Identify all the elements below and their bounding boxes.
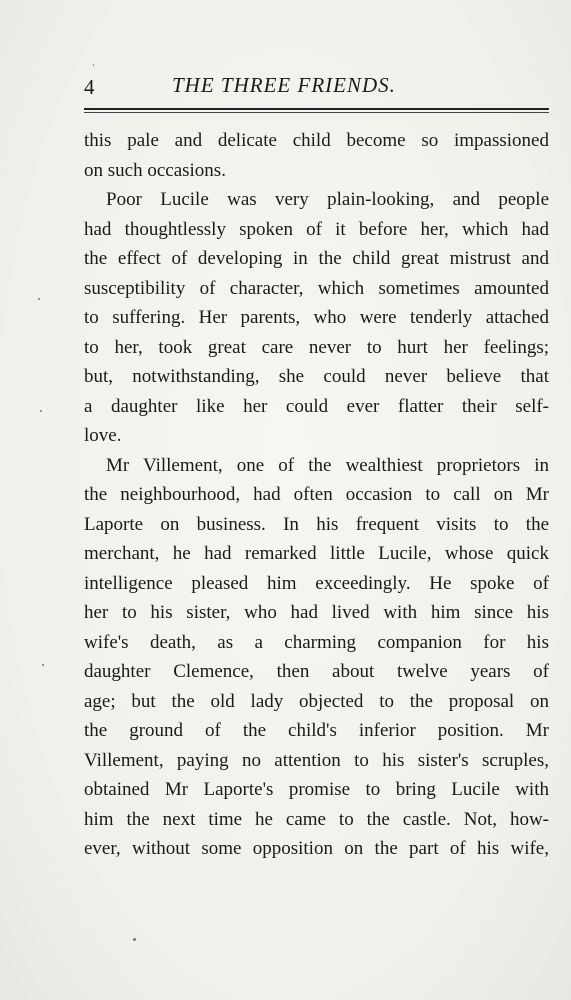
header-rule-thin	[84, 112, 549, 113]
text-line: wife's death, as a charming companion for his	[84, 631, 549, 653]
text-line: love.	[84, 425, 122, 446]
text-line: merchant, he had remarked little Lucile, whose quick	[84, 543, 549, 564]
text-line: Laporte on business. In his frequent visits to the	[84, 513, 549, 535]
text-line: susceptibility of character, which sometimes amounted	[84, 277, 549, 299]
body-text	[84, 126, 549, 864]
text-line: a daughter like her could ever flatter their self-	[84, 395, 549, 417]
header-rule	[84, 108, 549, 110]
text-line: Poor Lucile was very plain-looking, and people	[106, 189, 549, 210]
text-line: daughter Clemence, then about twelve years of	[84, 661, 549, 682]
text-line: to suffering. Her parents, who were tenderly attached	[84, 307, 549, 328]
scan-speck	[133, 938, 136, 941]
scan-speck	[40, 410, 42, 412]
text-line: age; but the old lady objected to the proposal on	[84, 690, 549, 712]
scan-speck	[38, 298, 40, 300]
text-line: intelligence pleased him exceedingly. He spoke of	[84, 572, 549, 594]
text-line: this pale and delicate child become so impassioned	[84, 130, 549, 151]
text-line: but, notwithstanding, she could never believe that	[84, 366, 549, 387]
running-title: THE THREE FRIENDS.	[172, 73, 396, 97]
text-line: on such occasions.	[84, 159, 226, 181]
scan-speck	[93, 64, 94, 66]
text-line: the neighbourhood, had often occasion to call on Mr	[84, 484, 549, 505]
text-line: the ground of the child's inferior position. Mr	[84, 720, 549, 741]
text-line: the effect of developing in the child great mistrust and	[84, 248, 549, 269]
text-line: him the next time he came to the castle. Not, how-	[84, 808, 549, 830]
text-line: obtained Mr Laporte's promise to bring Lucile with	[84, 779, 549, 800]
text-line: ever, without some opposition on the part of his wife,	[84, 838, 549, 859]
scan-speck	[42, 664, 44, 666]
text-line: had thoughtlessly spoken of it before her, which had	[84, 218, 549, 240]
text-line: Villement, paying no attention to his sister's scruples,	[84, 749, 549, 771]
text-line: to her, took great care never to hurt her feelings;	[84, 336, 549, 358]
page-header	[84, 71, 549, 101]
page-number: 4	[84, 75, 95, 99]
text-line: her to his sister, who had lived with him since his	[84, 602, 549, 623]
text-line: Mr Villement, one of the wealthiest proprietors in	[106, 454, 549, 476]
